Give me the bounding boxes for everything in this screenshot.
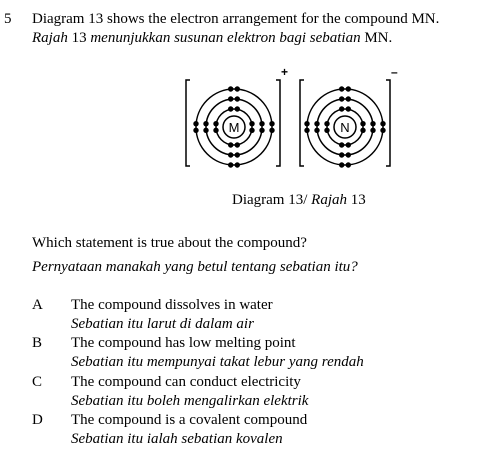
option-c-letter: C bbox=[32, 374, 43, 390]
electron-dot bbox=[228, 106, 233, 111]
anion-n bbox=[300, 66, 398, 168]
symbol-n: N bbox=[340, 120, 350, 135]
caption-ms: Rajah bbox=[311, 192, 347, 208]
electron-dot bbox=[249, 128, 254, 133]
electron-dot bbox=[269, 121, 274, 126]
bracket-left-m bbox=[186, 80, 190, 166]
electron-dot bbox=[235, 96, 240, 101]
caption-number: 13 bbox=[347, 192, 366, 208]
caption-en: Diagram 13/ bbox=[232, 192, 312, 208]
electron-dot bbox=[339, 106, 344, 111]
electron-dot bbox=[228, 162, 233, 167]
electron-dot bbox=[324, 128, 329, 133]
electron-dot bbox=[360, 121, 365, 126]
stem-ms-number: 13 bbox=[67, 30, 91, 46]
option-b-letter: B bbox=[32, 335, 43, 351]
electron-dot bbox=[339, 142, 344, 147]
electron-dot bbox=[346, 106, 351, 111]
cation-m bbox=[186, 66, 288, 168]
electron-dot bbox=[304, 128, 309, 133]
stem-ms-rajah: Rajah bbox=[32, 30, 68, 46]
option-b-ms: Sebatian itu mempunyai takat lebur yang rendah bbox=[71, 354, 364, 370]
prompt-en: Which statement is true about the compound? bbox=[32, 235, 307, 251]
option-d-en: The compound is a covalent compound bbox=[71, 412, 308, 428]
electron-dot bbox=[213, 121, 218, 126]
electron-dot bbox=[346, 142, 351, 147]
electron-dot bbox=[314, 121, 319, 126]
electron-dot bbox=[346, 86, 351, 91]
charge-n: – bbox=[391, 66, 398, 79]
electron-dot bbox=[380, 121, 385, 126]
electron-dot bbox=[304, 121, 309, 126]
option-c-en: The compound can conduct electricity bbox=[71, 374, 301, 390]
electron-dot bbox=[228, 152, 233, 157]
option-b-en: The compound has low melting point bbox=[71, 335, 296, 351]
question-stem-en: Diagram 13 shows the electron arrangement for the compound MN. bbox=[32, 11, 440, 27]
electron-dot bbox=[249, 121, 254, 126]
electron-dot bbox=[193, 121, 198, 126]
electron-dot bbox=[228, 142, 233, 147]
option-a-ms: Sebatian itu larut di dalam air bbox=[71, 316, 254, 332]
symbol-m: M bbox=[228, 120, 240, 135]
option-a-letter: A bbox=[32, 297, 43, 313]
electron-dot bbox=[346, 96, 351, 101]
prompt-ms: Pernyataan manakah yang betul tentang sebatian itu? bbox=[32, 259, 358, 275]
charge-m: + bbox=[281, 66, 289, 79]
electron-dot bbox=[228, 96, 233, 101]
option-c-ms: Sebatian itu boleh mengalirkan elektrik bbox=[71, 393, 309, 409]
electron-dot bbox=[380, 128, 385, 133]
electron-dot bbox=[339, 162, 344, 167]
option-a-en: The compound dissolves in water bbox=[71, 297, 273, 313]
electron-dot bbox=[360, 128, 365, 133]
electron-dot bbox=[269, 128, 274, 133]
electron-dot bbox=[203, 128, 208, 133]
electron-dot bbox=[339, 96, 344, 101]
diagram-caption bbox=[232, 191, 366, 210]
electron-dot bbox=[259, 128, 264, 133]
electron-dot bbox=[324, 121, 329, 126]
stem-ms-body: menunjukkan susunan elektron bagi sebatian bbox=[90, 30, 361, 46]
electron-dot bbox=[235, 142, 240, 147]
electron-dot bbox=[235, 106, 240, 111]
question-stem-ms bbox=[32, 29, 392, 48]
electron-dot bbox=[339, 152, 344, 157]
electron-dot bbox=[346, 162, 351, 167]
electron-dot bbox=[235, 86, 240, 91]
stem-ms-end: MN. bbox=[360, 30, 393, 46]
electron-dot bbox=[228, 86, 233, 91]
question-number: 5 bbox=[4, 11, 12, 27]
electron-dot bbox=[203, 121, 208, 126]
bracket-right-n bbox=[386, 80, 390, 166]
electron-dot bbox=[213, 128, 218, 133]
electron-dot bbox=[259, 121, 264, 126]
electron-dot bbox=[339, 86, 344, 91]
electron-dot bbox=[235, 152, 240, 157]
electron-dot bbox=[193, 128, 198, 133]
option-d-letter: D bbox=[32, 412, 43, 428]
electron-dot bbox=[346, 152, 351, 157]
electron-dot bbox=[370, 128, 375, 133]
bracket-right-m bbox=[276, 80, 280, 166]
option-d-ms: Sebatian itu ialah sebatian kovalen bbox=[71, 431, 283, 447]
bracket-left-n bbox=[300, 80, 304, 166]
electron-dot bbox=[314, 128, 319, 133]
electron-arrangement-diagram bbox=[178, 66, 400, 172]
electron-dot bbox=[235, 162, 240, 167]
electron-dot bbox=[370, 121, 375, 126]
